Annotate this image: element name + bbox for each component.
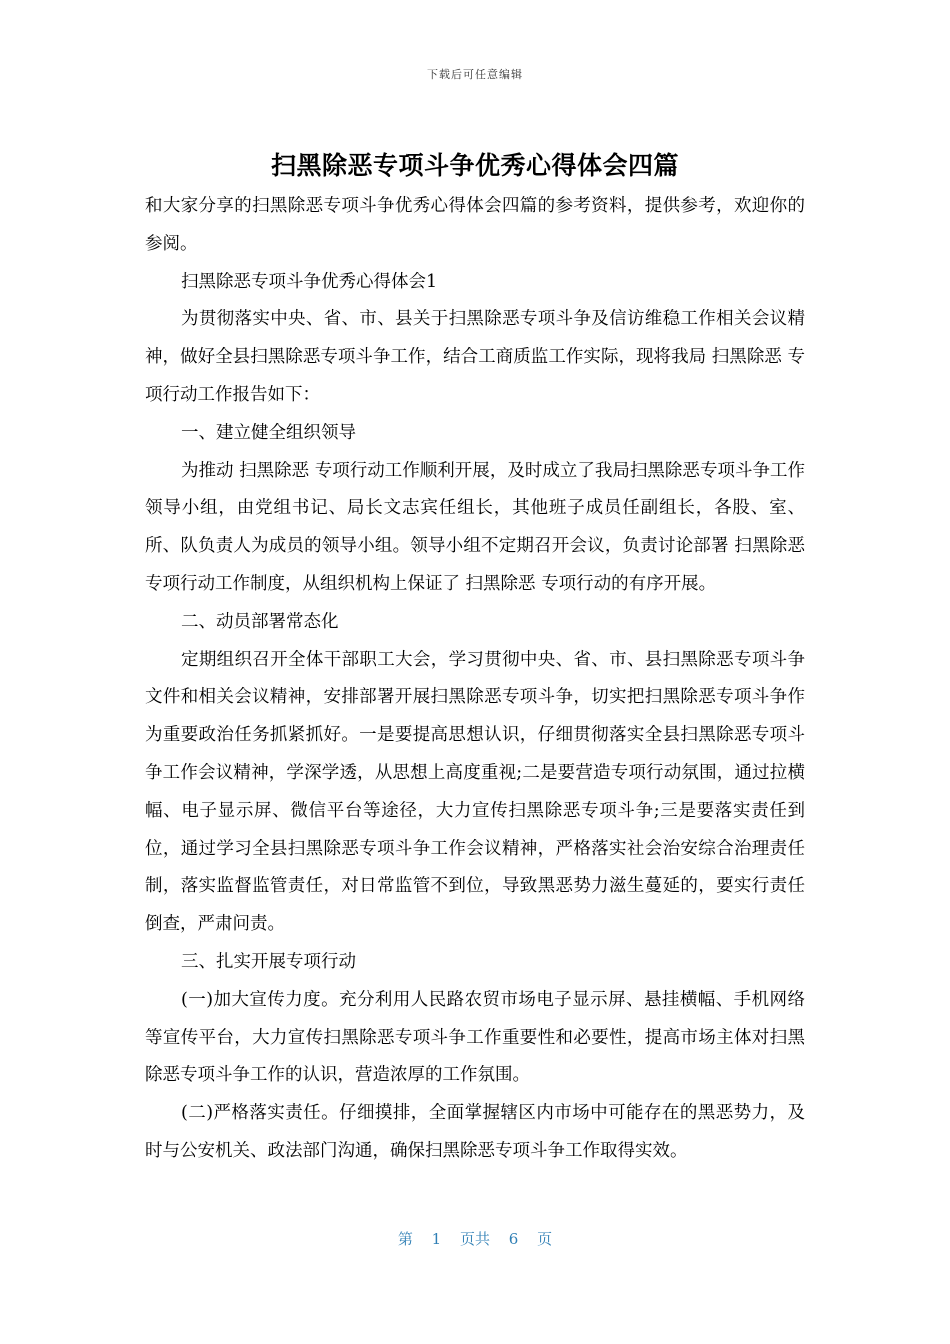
intro-paragraph: 和大家分享的扫黑除恶专项斗争优秀心得体会四篇的参考资料，提供参考，欢迎你的参阅。 [145, 196, 805, 254]
body-paragraph: 定期组织召开全体干部职工大会，学习贯彻中央、省、市、县扫黑除恶专项斗争文件和相关会议精神，安排部署开展扫黑除恶专项斗争，切实把扫黑除恶专项斗争作为重要政治任务抓紧抓好。一是要提高思想认识，仔细贯彻落实全县扫黑除恶专项斗争工作会议精神，学深学透，从思想上高度重视;二是要营造专项行动氛围，通过拉横幅、电子显示屏、微信平台等途径，大力宣传扫黑除恶专项斗争;三是要落实责任到位，通过学习全县扫黑除恶专项斗争工作会议精神，严格落实社会治安综合治理责任制，落实监督监管责任，对日常监管不到位，导致黑恶势力滋生蔓延的，要实行责任倒查，严肃问责。 [145, 649, 805, 935]
body-paragraph: (二)严格落实责任。仔细摸排，全面掌握辖区内市场中可能存在的黑恶势力，及时与公安机关、政法部门沟通，确保扫黑除恶专项斗争工作取得实效。 [145, 1103, 805, 1161]
body-paragraph: (一)加大宣传力度。充分利用人民路农贸市场电子显示屏、悬挂横幅、手机网络等宣传平台，大力宣传扫黑除恶专项斗争工作重要性和必要性，提高市场主体对扫黑除恶专项斗争工作的认识，营造浓厚的工作氛围。 [145, 989, 805, 1086]
document-title: 扫黑除恶专项斗争优秀心得体会四篇 [270, 151, 679, 180]
body-paragraph: 为推动 扫黑除恶 专项行动工作顺利开展，及时成立了我局扫黑除恶专项斗争工作领导小组，由党组书记、局长文志宾任组长，其他班子成员任副组长，各股、室、所、队负责人为成员的领导小组。领导小组不定期召开会议，负责讨论部署 扫黑除恶 专项行动工作制度，从组织机构上保证了 扫黑除恶 专项行动的有序开展。 [145, 460, 805, 594]
section-heading: 扫黑除恶专项斗争优秀心得体会1 [181, 271, 438, 292]
document-body [145, 188, 805, 1171]
body-paragraph: 为贯彻落实中央、省、市、县关于扫黑除恶专项斗争及信访维稳工作相关会议精神，做好全县扫黑除恶专项斗争工作，结合工商质监工作实际，现将我局 扫黑除恶 专项行动工作报告如下： [145, 309, 805, 405]
header-note: 下载后可任意编辑 [427, 68, 523, 81]
subsection-heading: 三、扎实开展专项行动 [181, 951, 356, 972]
subsection-heading: 二、动员部署常态化 [181, 611, 339, 632]
subsection-heading: 一、建立健全组织领导 [181, 422, 356, 443]
page-footer: 第 1 页共 6 页 [397, 1230, 553, 1248]
